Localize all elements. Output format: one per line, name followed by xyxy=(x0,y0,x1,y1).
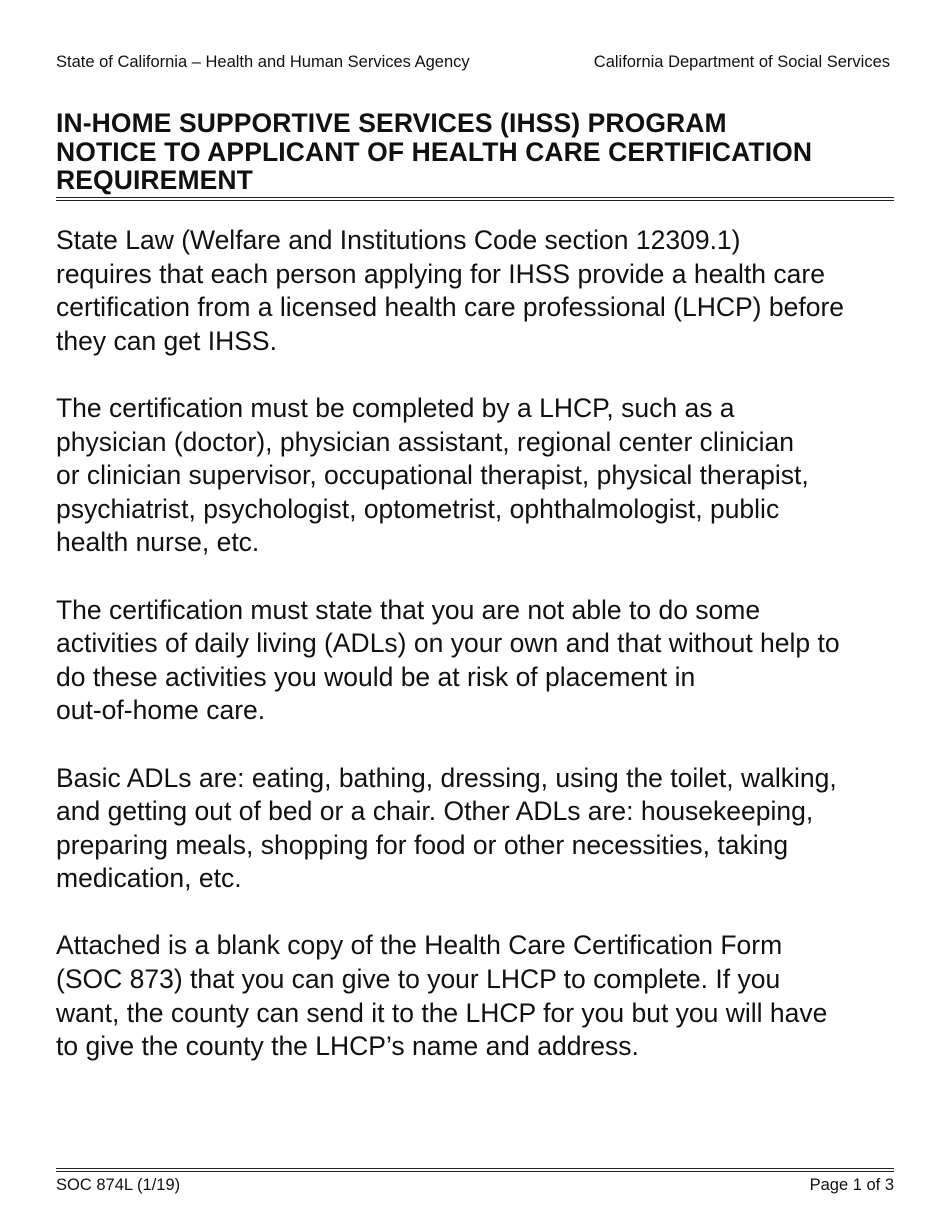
paragraph-adl-definitions xyxy=(56,762,896,896)
paragraph-line: The certification must state that you are not able to do some xyxy=(56,594,761,625)
footer-divider xyxy=(56,1168,894,1172)
paragraph-line: do these activities you would be at risk of placement in xyxy=(56,661,696,692)
paragraph-line: preparing meals, shopping for food or other necessities, taking xyxy=(56,829,789,860)
paragraph-line: medication, etc. xyxy=(56,863,242,894)
page-footer xyxy=(56,1174,894,1196)
paragraph-state-law xyxy=(56,224,896,358)
title-divider xyxy=(56,197,894,201)
form-id: SOC 874L (1/19) xyxy=(56,1176,181,1194)
paragraph-line: certification from a licensed health care professional (LHCP) before xyxy=(56,292,845,323)
page-header xyxy=(56,51,890,73)
paragraph-line: want, the county can send it to the LHCP for you but you will have xyxy=(56,997,828,1028)
document-title xyxy=(56,109,894,195)
paragraph-line: or clinician supervisor, occupational therapist, physical therapist, xyxy=(56,460,809,491)
title-line: REQUIREMENT xyxy=(56,165,253,195)
page-number: Page 1 of 3 xyxy=(809,1176,894,1194)
paragraph-line: (SOC 873) that you can give to your LHCP to complete. If you xyxy=(56,964,781,995)
paragraph-certification-statement xyxy=(56,594,896,728)
paragraph-line: and getting out of bed or a chair. Other ADLs are: housekeeping, xyxy=(56,796,814,827)
department-name: California Department of Social Services xyxy=(593,53,890,71)
paragraph-line: Attached is a blank copy of the Health Care Certification Form xyxy=(56,930,783,961)
paragraph-line: to give the county the LHCP’s name and address. xyxy=(56,1031,639,1062)
notice-body xyxy=(56,224,896,1097)
paragraph-line: psychiatrist, psychologist, optometrist, ophthalmologist, public xyxy=(56,493,780,524)
paragraph-line: requires that each person applying for IHSS provide a health care xyxy=(56,258,825,289)
agency-name: State of California – Health and Human Services Agency xyxy=(56,53,470,71)
paragraph-line: physician (doctor), physician assistant, regional center clinician xyxy=(56,426,794,457)
title-line: IN-HOME SUPPORTIVE SERVICES (IHSS) PROGRAM xyxy=(56,108,727,138)
paragraph-line: out-of-home care. xyxy=(56,695,266,726)
paragraph-line: activities of daily living (ADLs) on your own and that without help to xyxy=(56,628,840,659)
title-line: NOTICE TO APPLICANT OF HEALTH CARE CERTIFICATION xyxy=(56,136,813,167)
paragraph-lhcp-types xyxy=(56,392,896,560)
paragraph-line: health nurse, etc. xyxy=(56,527,260,558)
paragraph-attached-form xyxy=(56,929,896,1063)
paragraph-line: they can get IHSS. xyxy=(56,325,277,356)
paragraph-line: Basic ADLs are: eating, bathing, dressing, using the toilet, walking, xyxy=(56,762,837,793)
paragraph-line: State Law (Welfare and Institutions Code section 12309.1) xyxy=(56,225,741,255)
paragraph-line: The certification must be completed by a LHCP, such as a xyxy=(56,392,735,423)
